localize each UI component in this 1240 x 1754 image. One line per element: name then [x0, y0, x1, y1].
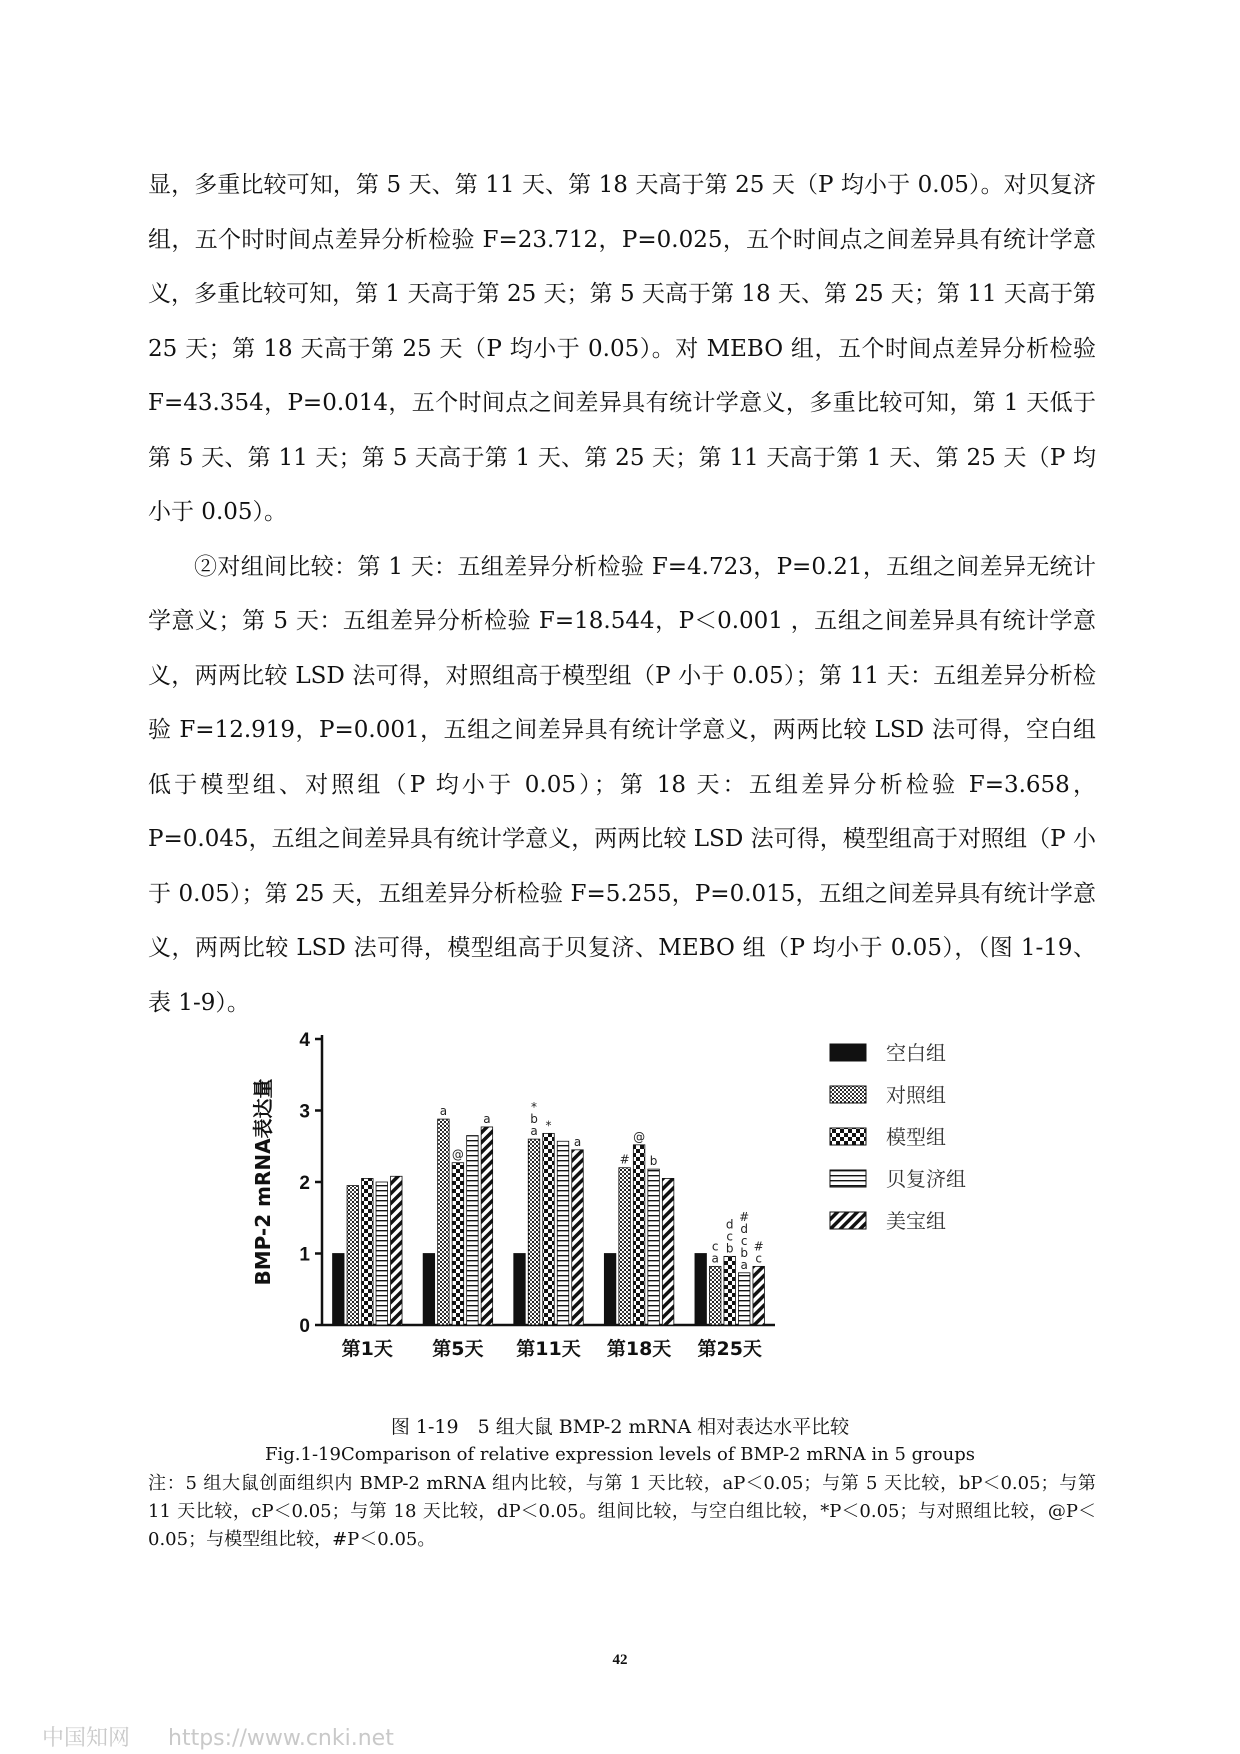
bar-annotation: * [531, 1100, 537, 1115]
bar [438, 1119, 450, 1325]
bar-annotation: d [725, 1217, 734, 1232]
bar [619, 1168, 631, 1325]
bar [481, 1127, 493, 1325]
y-tick-label: 4 [299, 1030, 310, 1051]
y-tick-label: 3 [299, 1101, 310, 1123]
x-tick-label: 第25天 [697, 1338, 762, 1360]
bar-annotation: b [740, 1245, 749, 1260]
bar-annotation: # [619, 1152, 630, 1167]
bar [391, 1176, 403, 1325]
bar-annotation: # [753, 1239, 764, 1254]
bar-annotation: a [530, 1124, 538, 1139]
bar [648, 1169, 660, 1325]
bar [709, 1266, 721, 1325]
y-tick-label: 2 [299, 1173, 310, 1194]
bar-annotation: a [740, 1257, 748, 1272]
bar [333, 1254, 345, 1326]
bar [467, 1136, 479, 1325]
bar [423, 1254, 435, 1326]
bar-annotation: a [711, 1251, 719, 1266]
paragraph: 显，多重比较可知，第 5 天、第 11 天、第 18 天高于第 25 天（P 均小于 0.05）。对贝复济组，五个时时间点差异分析检验 F=23.712，P=0.025，五个时间点之间差异具有统计学意义，多重比较可知，第 1 天高于第 25 天；第 5 天高于第 18 天、第 25 天；第 11 天高于第 25 天；第 18 天高于第 25 天（P 均小于 0.05）。对 MEBO 组，五个时间点差异分析检验 F=43.354，P=0.014，五个时间点之间差异具有统计学意义，多重比较可知，第 1 天低于第 5 天、第 11 天；第 5 天高于第 1 天、第 25 天；第 11 天高于第 1 天、第 25 天（P 均小于 0.05）。 [148, 172, 1096, 525]
bar-annotation: c [711, 1239, 719, 1254]
bar [347, 1186, 359, 1325]
bar-annotation: @ [451, 1147, 464, 1162]
bar-annotation: a [573, 1134, 582, 1149]
bar-annotation: @ [633, 1129, 646, 1144]
legend [830, 1041, 966, 1233]
body-text [148, 158, 1096, 1030]
y-tick-label: 1 [299, 1244, 310, 1266]
plot-area [251, 1030, 775, 1360]
bar-annotation: a [439, 1104, 448, 1119]
legend-label: 美宝组 [886, 1209, 946, 1233]
bar [572, 1150, 584, 1325]
bar-annotation: b [649, 1154, 658, 1169]
bar [557, 1141, 569, 1325]
bar [376, 1182, 388, 1325]
bar [724, 1256, 736, 1325]
page-number: 42 [612, 1652, 628, 1668]
watermark-site: 中国知网 [42, 1726, 131, 1751]
bar-annotation: c [726, 1229, 734, 1244]
paragraph: ②对组间比较：第 1 天：五组差异分析检验 F=4.723，P=0.21，五组之间差异无统计学意义；第 5 天：五组差异分析检验 F=18.544，P＜0.001 ，五组之间差异具有统计学意义，两两比较 LSD 法可得，对照组高于模型组（P 小于 0.05）；第 11 天：五组差异分析检验 F=12.919，P=0.001，五组之间差异具有统计学意义，两两比较 LSD 法可得，空白组低于模型组、对照组（P 均小于 0.05）；第 18 天：五组差异分析检验 F=3.658，P=0.045，五组之间差异具有统计学意义，两两比较 LSD 法可得，模型组高于对照组（P 小于 0.05）；第 25 天，五组差异分析检验 F=5.255，P=0.015，五组之间差异具有统计学意义，两两比较 LSD 法可得，模型组高于贝复济、MEBO 组（P 均小于 0.05），（图 1-19、表 1-9）。 [148, 553, 1096, 1016]
figure-caption-en: Fig.1-19Comparison of relative expression levels of BMP-2 mRNA in 5 groups [265, 1444, 975, 1465]
bar [662, 1178, 674, 1325]
bar [604, 1254, 616, 1326]
legend-label: 贝复济组 [886, 1167, 966, 1191]
watermark-url: https://www.cnki.net [168, 1726, 394, 1751]
bar-annotation: c [755, 1251, 763, 1266]
x-tick-label: 第11天 [516, 1338, 581, 1360]
x-tick-label: 第1天 [341, 1338, 393, 1360]
figure-caption-cn: 图 1-19 5 组大鼠 BMP-2 mRNA 相对表达水平比较 [390, 1416, 850, 1438]
y-tick-label: 0 [299, 1316, 310, 1337]
legend-label: 模型组 [886, 1125, 946, 1149]
legend-label: 空白组 [886, 1041, 946, 1065]
bar-annotation: * [545, 1118, 552, 1133]
x-tick-label: 第18天 [606, 1338, 672, 1360]
figure-note: 注：5 组大鼠创面组织内 BMP-2 mRNA 组内比较，与第 1 天比较，aP＜0.05；与第 5 天比较，bP＜0.05；与第 11 天比较，cP＜0.05；与第 18 天比较，dP＜0.05。组间比较，与空白组比较，*P＜0.05；与对照组比较，@P＜0.05；与模型组比较，#P＜0.05。 [148, 1473, 1096, 1550]
bar [633, 1145, 645, 1325]
bar-chart [240, 1025, 1000, 1410]
bar-annotation: # [739, 1209, 750, 1224]
bar [738, 1273, 750, 1325]
legend-swatch [830, 1086, 866, 1103]
legend-swatch [830, 1128, 866, 1145]
bar [543, 1133, 555, 1325]
bar [452, 1163, 464, 1325]
legend-swatch [830, 1170, 866, 1187]
bar-annotation: d [740, 1221, 749, 1236]
bar [695, 1254, 707, 1326]
bar-annotation: a [483, 1111, 491, 1126]
legend-swatch [830, 1212, 866, 1229]
bar [753, 1266, 765, 1325]
bar [514, 1254, 526, 1326]
watermark [42, 1721, 394, 1752]
y-axis-label: BMP-2 mRNA表达量 [251, 1078, 275, 1286]
bar [528, 1139, 540, 1325]
bar-annotation: b [530, 1112, 538, 1127]
x-tick-label: 第5天 [432, 1338, 484, 1360]
legend-swatch [830, 1044, 866, 1061]
bar [362, 1178, 374, 1325]
bar-annotation: c [740, 1233, 748, 1248]
bar-annotation: b [725, 1241, 734, 1256]
legend-label: 对照组 [886, 1083, 946, 1107]
